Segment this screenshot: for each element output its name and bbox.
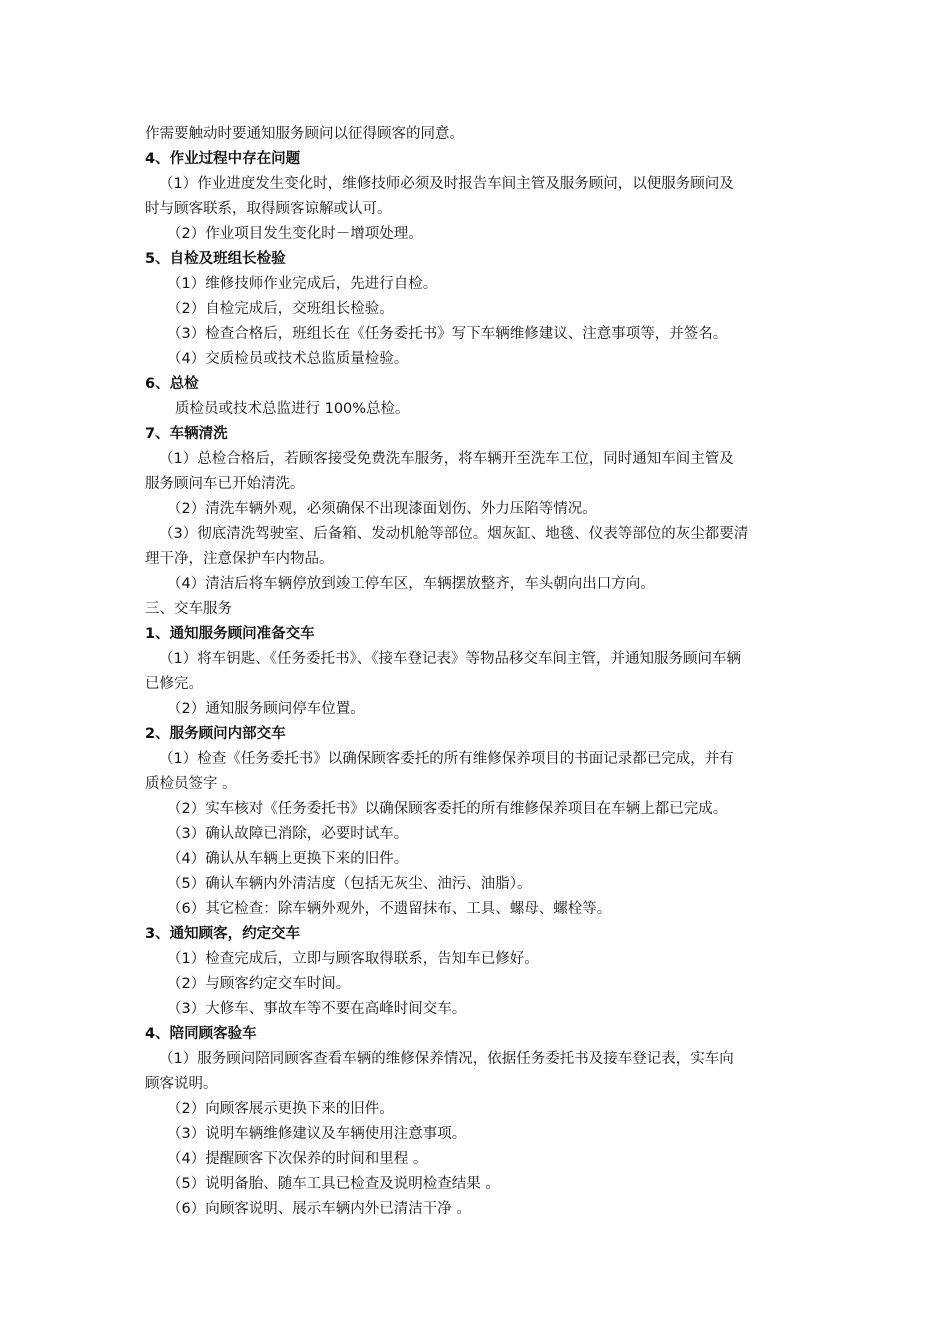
text-line: （6）其它检查：除车辆外观外，不遗留抹布、工具、螺母、螺栓等。 — [167, 901, 612, 917]
text-line: 质检员或技术总监进行 100%总检。 — [175, 401, 410, 417]
section-heading: 5、自检及班组长检验 — [145, 251, 286, 267]
text-line: （1）维修技师作业完成后，先进行自检。 — [167, 276, 438, 292]
section-heading: 7、车辆清洗 — [145, 426, 228, 442]
text-line: （3）确认故障已消除，必要时试车。 — [167, 826, 409, 842]
section-heading: 1、通知服务顾问准备交车 — [145, 626, 315, 642]
text-line: （2）作业项目发生变化时－增项处理。 — [167, 226, 423, 242]
text-line: 作需要触动时要通知服务顾问以征得顾客的同意。 — [145, 126, 464, 142]
text-line: （1）作业进度发生变化时，维修技师必须及时报告车间主管及服务顾问，以便服务顾问及 — [159, 176, 734, 192]
text-line: 服务顾问车已开始清洗。 — [145, 476, 305, 492]
text-line: （4）确认从车辆上更换下来的旧件。 — [167, 851, 409, 867]
section-heading: 3、通知顾客，约定交车 — [145, 926, 301, 942]
text-line: （2）向顾客展示更换下来的旧件。 — [167, 1101, 394, 1117]
text-line: （2）实车核对《任务委托书》以确保顾客委托的所有维修保养项目在车辆上都已完成。 — [167, 801, 728, 817]
text-line: （3）彻底清洗驾驶室、后备箱、发动机舱等部位。烟灰缸、地毯、仪表等部位的灰尘都要清 — [159, 526, 749, 542]
text-line: （4）提醒顾客下次保养的时间和里程 。 — [167, 1151, 428, 1167]
section-heading: 4、陪同顾客验车 — [145, 1026, 257, 1042]
text-line: （3）说明车辆维修建议及车辆使用注意事项。 — [167, 1126, 467, 1142]
text-line: （3）大修车、事故车等不要在高峰时间交车。 — [167, 1001, 467, 1017]
document-body — [145, 122, 810, 1222]
section-heading: 4、作业过程中存在问题 — [145, 151, 301, 167]
text-line: （5）确认车辆内外清洁度（包括无灰尘、油污、油脂）。 — [167, 876, 532, 892]
text-line: （2）清洗车辆外观，必须确保不出现漆面划伤、外力压陷等情况。 — [167, 501, 597, 517]
section-heading: 6、总检 — [145, 376, 199, 392]
text-line: （1）总检合格后，若顾客接受免费洗车服务，将车辆开至洗车工位，同时通知车间主管及 — [159, 451, 734, 467]
text-line: （5）说明备胎、随车工具已检查及说明检查结果 。 — [167, 1176, 500, 1192]
text-line: 时与顾客联系，取得顾客谅解或认可。 — [145, 201, 392, 217]
text-line: 三、交车服务 — [145, 601, 232, 617]
text-line: （1）检查《任务委托书》以确保顾客委托的所有维修保养项目的书面记录都已完成，并有 — [159, 751, 734, 767]
text-line: （2）通知服务顾问停车位置。 — [167, 701, 365, 717]
text-line: （4）交质检员或技术总监质量检验。 — [167, 351, 409, 367]
text-line: （2）自检完成后，交班组长检验。 — [167, 301, 394, 317]
text-line: 理干净，注意保护车内物品。 — [145, 551, 334, 567]
text-line: （1）服务顾问陪同顾客查看车辆的维修保养情况，依据任务委托书及接车登记表，实车向 — [159, 1051, 734, 1067]
text-line: （1）将车钥匙、《任务委托书》、《接车登记表》等物品移交车间主管，并通知服务顾问车辆 — [159, 651, 741, 667]
text-line: （2）与顾客约定交车时间。 — [167, 976, 351, 992]
text-line: （3）检查合格后，班组长在《任务委托书》写下车辆维修建议、注意事项等，并签名。 — [167, 326, 728, 342]
text-line: （1）检查完成后，立即与顾客取得联系，告知车已修好。 — [167, 951, 539, 967]
text-line: 质检员签字 。 — [145, 776, 237, 792]
text-line: （4）清洁后将车辆停放到竣工停车区，车辆摆放整齐，车头朝向出口方向。 — [167, 576, 655, 592]
text-line: 顾客说明。 — [145, 1076, 218, 1092]
section-heading: 2、服务顾问内部交车 — [145, 726, 286, 742]
text-line: （6）向顾客说明、展示车辆内外已清洁干净 。 — [167, 1201, 471, 1217]
text-line: 已修完。 — [145, 676, 203, 692]
